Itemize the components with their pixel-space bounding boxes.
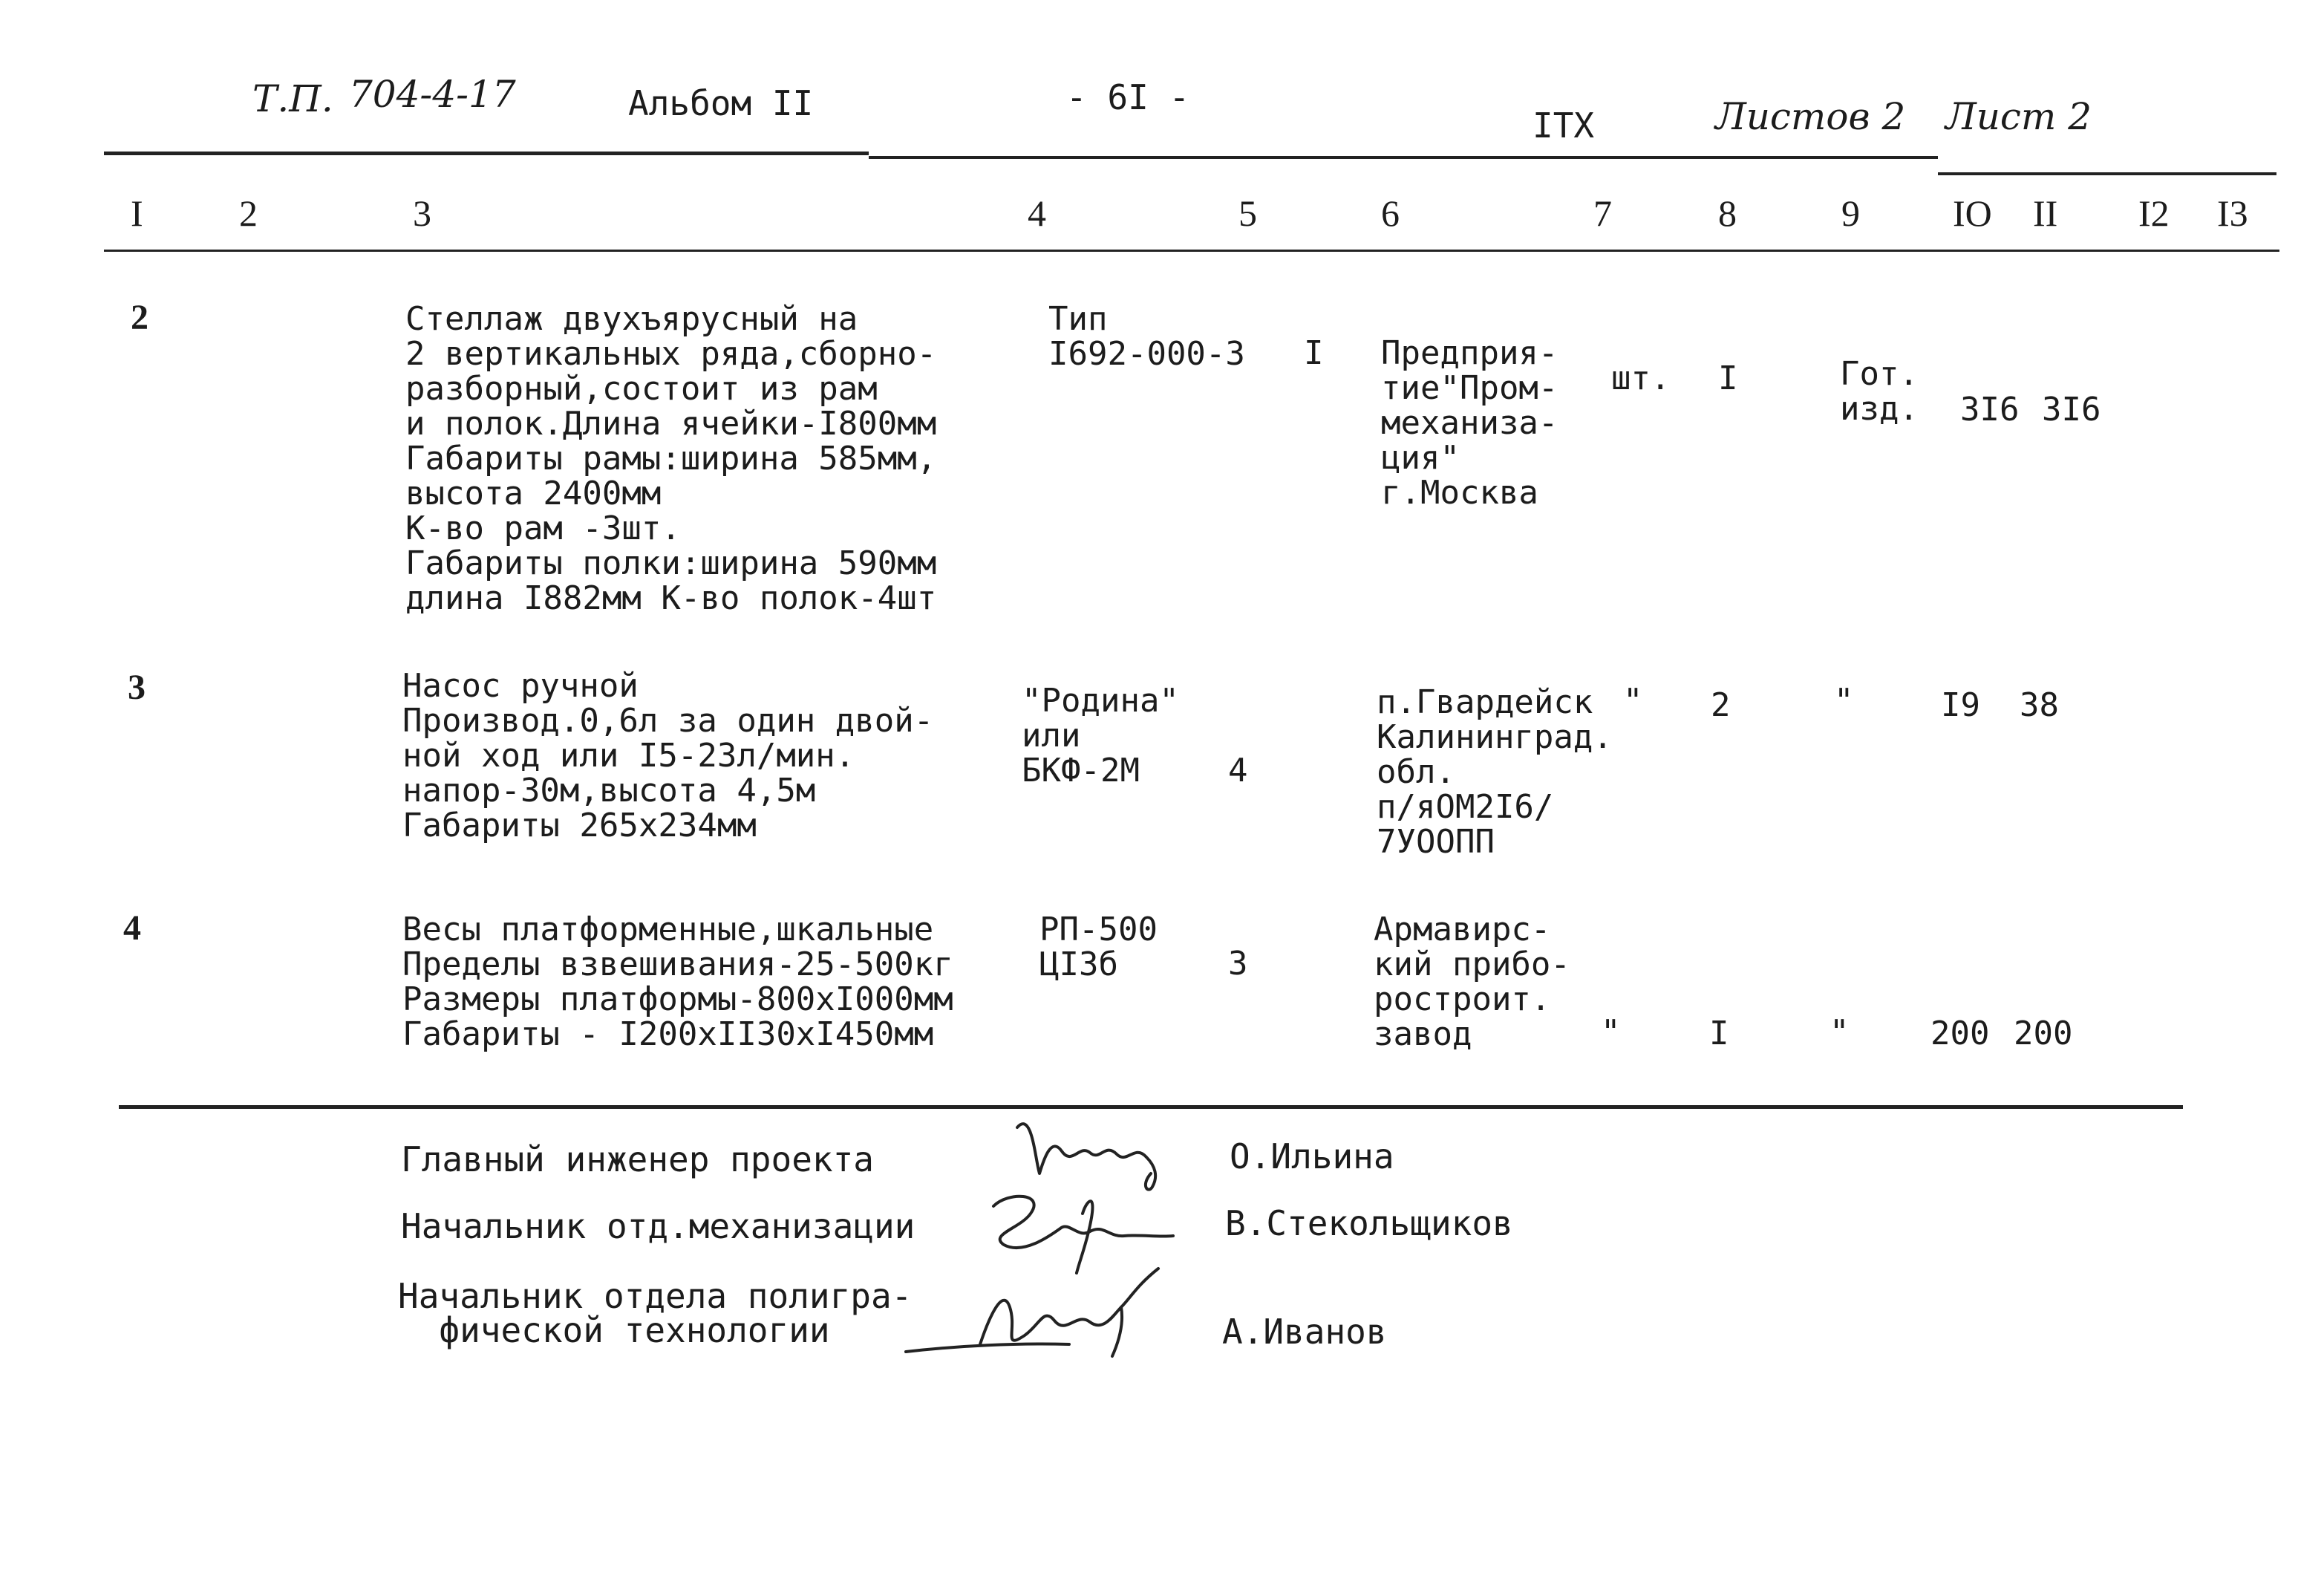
row-number: 2 — [131, 298, 148, 337]
item-col11: 38 — [2020, 686, 2059, 724]
item-type: Тип I692-000-3 — [1048, 300, 1245, 373]
item-manufacturer: Предприя- тие"Пром- механиза- ция" г.Москва — [1381, 334, 1558, 512]
row-number: 4 — [123, 908, 141, 948]
section-code: ITX — [1533, 105, 1595, 146]
item-manufacturer: п.Гвардейск Калининград. обл. п/яОМ2I6/ 7УООПП — [1377, 683, 1613, 861]
item-description: Весы платформенные,шкальные Пределы взвешивания-25-500кг Размеры платформы-800хI000мм Габариты - I200хII30хI450мм — [402, 911, 953, 1053]
sheet-number: Лист 2 — [1945, 95, 2092, 138]
item-col9: " — [1830, 1013, 1850, 1051]
column-number: I2 — [2138, 192, 2170, 234]
column-number: 5 — [1238, 192, 1257, 234]
column-number: IO — [1953, 192, 1992, 234]
item-col5: 3 — [1228, 945, 1248, 983]
item-quantity: I — [1709, 1015, 1729, 1052]
signatory-role: Главный инженер проекта — [401, 1139, 874, 1179]
item-col5: I — [1304, 334, 1324, 372]
column-number: I3 — [2217, 192, 2248, 234]
column-number: 3 — [413, 192, 431, 234]
column-number: 9 — [1841, 192, 1860, 234]
table-bottom-rule — [119, 1105, 2183, 1109]
signatory-role: Начальник отдела полигра- фической технологии — [398, 1276, 913, 1350]
item-col10: I9 — [1941, 686, 1980, 724]
item-manufacturer: Армавирс- кий прибо- ростроит. завод — [1374, 911, 1570, 1053]
item-type: РП-500 ЦI3б — [1039, 911, 1158, 983]
doc-code-prefix: Т.П. — [252, 77, 333, 120]
page-number: - 6I - — [1066, 77, 1190, 117]
item-col11: 3I6 — [2042, 391, 2101, 429]
header-rule-right — [1938, 172, 2276, 175]
column-number: 8 — [1718, 192, 1737, 234]
column-number: 2 — [239, 192, 258, 234]
column-header-rule — [104, 250, 2279, 252]
album-label: Альбом II — [628, 83, 814, 123]
row-number: 3 — [128, 668, 146, 707]
item-description: Стеллаж двухъярусный на 2 вертикальных ряда,сборно- разборный,состоит из рам и полок.Длина ячейки-I800мм Габариты рамы:ширина 585мм, высота 2400мм К-во рам -3шт. Габариты полки:ширина 590мм длина I882мм К-во полок-4шт — [405, 300, 937, 617]
signatory-name: В.Стекольщиков — [1225, 1203, 1513, 1243]
signatory-name: А.Иванов — [1222, 1312, 1387, 1352]
header-rule-left — [104, 152, 869, 155]
signature-ivanov — [898, 1263, 1181, 1374]
item-col11: 200 — [2014, 1015, 2073, 1052]
column-number: 6 — [1381, 192, 1400, 234]
item-type: "Родина" или БКФ-2М — [1022, 682, 1179, 790]
column-number: II — [2033, 192, 2058, 234]
column-number: I — [131, 192, 143, 234]
item-quantity: I — [1718, 359, 1738, 397]
item-unit: шт. — [1611, 359, 1671, 397]
item-unit: " — [1601, 1013, 1621, 1051]
sheets-total: Листов 2 — [1715, 95, 1906, 138]
column-number: 7 — [1593, 192, 1612, 234]
item-col9: " — [1834, 682, 1854, 720]
item-col9: Гот. изд. — [1840, 355, 1919, 428]
item-quantity: 2 — [1711, 686, 1731, 724]
item-unit: " — [1623, 682, 1643, 720]
header-rule-mid — [869, 156, 1938, 159]
signatory-name: О.Ильина — [1230, 1136, 1394, 1176]
item-description: Насос ручной Производ.0,6л за один двой- ной ход или I5-23л/мин. напор-30м,высота 4,5м Габариты 265х234мм — [402, 667, 934, 844]
item-col5: 4 — [1228, 752, 1248, 790]
item-col10: 200 — [1930, 1015, 1990, 1052]
doc-code: 704-4-17 — [349, 73, 516, 116]
item-col10: 3I6 — [1960, 391, 2020, 429]
column-number: 4 — [1028, 192, 1046, 234]
signatory-role: Начальник отд.механизации — [401, 1206, 915, 1246]
